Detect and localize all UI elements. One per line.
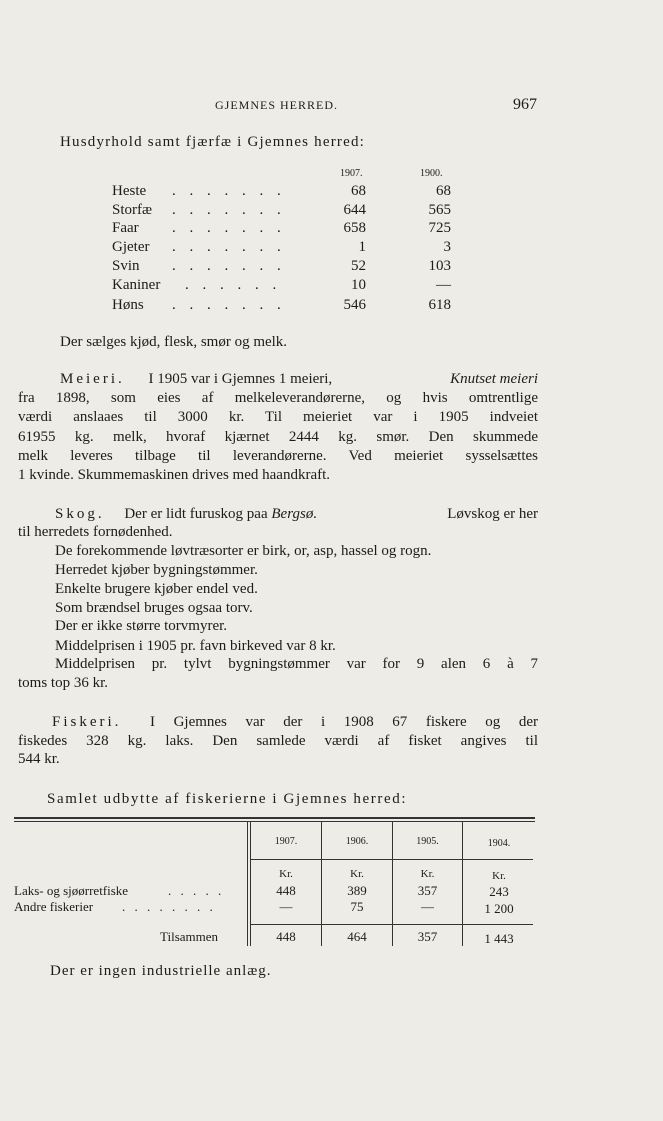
- fish-unit: Kr.: [350, 868, 364, 880]
- fish-value: —: [421, 899, 434, 914]
- meieri-line: værdi anslaaes til 3000 kr. Til meieriet var i 1905 indveiet: [18, 409, 538, 425]
- skog-line: Middelprisen i 1905 pr. favn birkeved var 8 kr.: [55, 638, 336, 654]
- fiskeri-text: I Gjemnes var der i 1908 67 fiskere og der: [150, 714, 538, 730]
- fiskeri-line: fiskedes 328 kg. laks. Den samlede værdi af fisket angives til: [18, 733, 538, 749]
- skog-line: toms top 36 kr.: [18, 675, 109, 691]
- skog-line: Som brændsel bruges ogsaa torv.: [55, 600, 253, 616]
- livestock-name: Høns: [112, 297, 144, 313]
- table-rule: [14, 821, 535, 822]
- meieri-line: 1 kvinde. Skummemaskinen drives med haandkraft.: [18, 467, 331, 483]
- livestock-1900-value: 725: [428, 220, 451, 236]
- skog-text: Der er lidt furuskog paa: [124, 506, 268, 522]
- fish-unit: Kr.: [492, 870, 506, 882]
- fish-value: 389: [347, 883, 367, 898]
- livestock-1907-value: 546: [343, 297, 366, 313]
- fish-total-value: 1 443: [484, 931, 514, 946]
- livestock-name: Heste: [112, 183, 147, 199]
- leader-dots: . . . . . . .: [172, 239, 286, 255]
- fish-table-heading: Samlet udbytte af fiskerierne i Gjemnes herred:: [47, 791, 408, 807]
- meieri-heading: Meieri.: [60, 371, 125, 387]
- livestock-1900-value: 618: [428, 297, 451, 313]
- table-rule: [250, 859, 533, 860]
- table-column-rule: [247, 822, 248, 946]
- leader-dots: . . . . . . .: [172, 183, 286, 199]
- skog-line: Der er ikke større torvmyrer.: [55, 618, 228, 634]
- leader-dots: . . . . . . .: [172, 297, 286, 313]
- livestock-name: Gjeter: [112, 239, 150, 255]
- fish-year-1905: 1905.: [416, 836, 439, 847]
- fiskeri-heading: Fiskeri.: [52, 714, 122, 730]
- livestock-col-1907: 1907.: [340, 168, 363, 179]
- meieri-text: I 1905 var i Gjemnes 1 meieri,: [148, 371, 333, 387]
- livestock-1907-value: 658: [343, 220, 366, 236]
- skog-place: Bergsø.: [271, 506, 318, 522]
- meieri-name: Knutset meieri: [450, 371, 538, 387]
- table-rule: [250, 924, 533, 925]
- fiskeri-line: 544 kr.: [18, 751, 60, 767]
- leader-dots: . . . . . . .: [172, 258, 286, 274]
- footer-note: Der er ingen industrielle anlæg.: [50, 963, 272, 979]
- fish-year-1906: 1906.: [345, 836, 369, 847]
- livestock-heading: Husdyrhold samt fjærfæ i Gjemnes herred:: [60, 134, 366, 150]
- leader-dots: . . . . . . . .: [122, 899, 216, 914]
- meieri-line: melk leveres tilbage til leverandørerne. Ved meieriet sysselsættes: [18, 448, 538, 464]
- livestock-1907-value: 10: [351, 277, 366, 293]
- fish-value: 448: [276, 883, 296, 898]
- table-rule: [14, 817, 535, 819]
- livestock-note: Der sælges kjød, flesk, smør og melk.: [60, 334, 288, 350]
- fish-value: 1 200: [484, 901, 514, 916]
- livestock-name: Svin: [112, 258, 140, 274]
- livestock-1907-value: 68: [351, 183, 366, 199]
- fish-value: 75: [350, 899, 364, 914]
- livestock-col-1900: 1900.: [420, 168, 443, 179]
- fish-unit: Kr.: [420, 868, 435, 880]
- fish-value: —: [279, 899, 293, 914]
- fish-value: 357: [417, 883, 438, 898]
- leader-dots: . . . . . . .: [172, 202, 286, 218]
- fish-total-label: Tilsammen: [160, 929, 219, 944]
- running-header: GJEMNES HERRED.: [215, 98, 339, 112]
- skog-line: Middelprisen pr. tylvt bygningstømmer var for 9 alen 6 à 7: [55, 656, 538, 672]
- skog-heading: Skog.: [55, 506, 105, 522]
- livestock-1907-value: 52: [351, 258, 366, 274]
- fish-value: 243: [489, 884, 509, 899]
- livestock-1907-value: 1: [358, 239, 366, 255]
- leader-dots: . . . . . .: [185, 277, 282, 293]
- livestock-name: Kaniner: [112, 277, 161, 293]
- livestock-1900-value: —: [436, 277, 451, 293]
- fish-total-value: 357: [417, 929, 438, 944]
- skog-text: Løvskog er her: [447, 506, 538, 522]
- skog-line: til herredets fornødenhed.: [18, 524, 173, 540]
- fish-unit: Kr.: [279, 868, 293, 880]
- livestock-1900-value: 3: [443, 239, 451, 255]
- page-number: 967: [513, 96, 537, 113]
- leader-dots: . . . . . . .: [172, 220, 286, 236]
- fish-row-label: Laks- og sjøørretfiske: [14, 883, 129, 898]
- skog-line: De forekommende løvtræsorter er birk, or, asp, hassel og rogn.: [55, 543, 432, 559]
- livestock-name: Faar: [112, 220, 139, 236]
- livestock-name: Storfæ: [112, 202, 153, 218]
- meieri-line: 61955 kg. melk, hvoraf kjærnet 2444 kg. smør. Den skummede: [18, 429, 538, 445]
- meieri-line: fra 1898, som eies af melkeleverandørerne, og hvis omtrentlige: [18, 390, 538, 406]
- skog-line: Herredet kjøber bygningstømmer.: [55, 562, 258, 578]
- fish-total-value: 464: [347, 929, 367, 944]
- leader-dots: . . . . .: [168, 883, 225, 898]
- fish-total-value: 448: [276, 929, 296, 944]
- livestock-1900-value: 68: [436, 183, 451, 199]
- livestock-1900-value: 565: [428, 202, 451, 218]
- fish-row-label: Andre fiskerier: [14, 899, 94, 914]
- fish-year-1907: 1907.: [274, 836, 298, 847]
- livestock-1900-value: 103: [428, 258, 451, 274]
- skog-line: Enkelte brugere kjøber endel ved.: [55, 581, 258, 597]
- livestock-1907-value: 644: [343, 202, 366, 218]
- fish-year-1904: 1904.: [487, 838, 511, 849]
